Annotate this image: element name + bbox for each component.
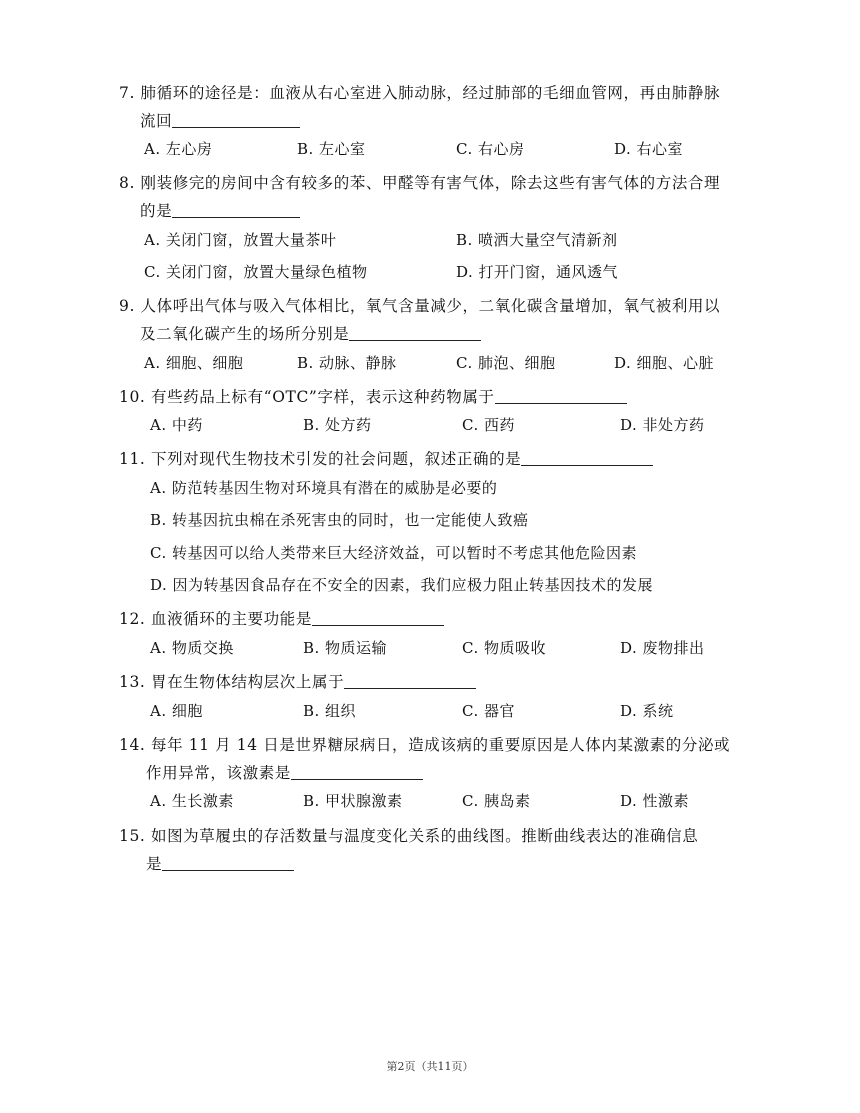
question-11-line1: 11. 下列对现代生物技术引发的社会问题，叙述正确的是 <box>119 448 653 470</box>
q12-option-b: B. 物质运输 <box>303 639 388 657</box>
q11-option-b: B. 转基因抗虫棉在杀死害虫的同时，也一定能使人致癌 <box>150 511 529 529</box>
q7-option-b: B. 左心室 <box>297 140 366 158</box>
q12-option-a: A. 物质交换 <box>150 639 234 657</box>
q13-option-a: A. 细胞 <box>150 702 203 720</box>
q9-option-d: D. 细胞、心脏 <box>614 354 715 372</box>
question-9-line2: 及二氧化碳产生的场所分别是 <box>140 323 481 345</box>
page-footer: 第2页（共11页） <box>386 1060 474 1073</box>
q8-option-d: D. 打开门窗，通风透气 <box>456 263 619 281</box>
q7-option-c: C. 右心房 <box>456 140 525 158</box>
answer-blank <box>521 449 653 466</box>
question-7-line1: 7. 肺循环的途径是：血液从右心室进入肺动脉，经过肺部的毛细血管网，再由肺静脉 <box>119 84 721 102</box>
answer-blank <box>172 201 300 218</box>
q9-option-b: B. 动脉、静脉 <box>297 354 397 372</box>
answer-blank <box>495 387 627 404</box>
q11-option-d: D. 因为转基因食品存在不安全的因素，我们应极力阻止转基因技术的发展 <box>150 576 654 594</box>
question-12-line1: 12. 血液循环的主要功能是 <box>119 608 444 630</box>
answer-blank <box>349 324 481 341</box>
question-14-line2: 作用异常，该激素是 <box>146 762 423 784</box>
q10-option-c: C. 西药 <box>462 416 515 434</box>
q8-option-a: A. 关闭门窗，放置大量茶叶 <box>144 231 337 249</box>
answer-blank <box>291 763 423 780</box>
answer-blank <box>172 111 300 128</box>
question-9-line1: 9. 人体呼出气体与吸入气体相比，氧气含量减少，二氧化碳含量增加，氧气被利用以 <box>119 297 721 315</box>
q14-option-b: B. 甲状腺激素 <box>303 792 403 810</box>
q11-option-c: C. 转基因可以给人类带来巨大经济效益，可以暂时不考虑其他危险因素 <box>150 544 637 562</box>
q7-option-a: A. 左心房 <box>144 140 213 158</box>
question-13-line1: 13. 胃在生物体结构层次上属于 <box>119 671 476 693</box>
q9-option-a: A. 细胞、细胞 <box>144 354 244 372</box>
q10-option-b: B. 处方药 <box>303 416 372 434</box>
q13-option-c: C. 器官 <box>462 702 515 720</box>
question-8-line2: 的是 <box>140 200 300 222</box>
answer-blank <box>312 609 444 626</box>
q12-option-c: C. 物质吸收 <box>462 639 546 657</box>
q14-option-c: C. 胰岛素 <box>462 792 531 810</box>
question-7-line2: 流回 <box>140 110 300 132</box>
answer-blank <box>162 854 294 871</box>
q10-option-a: A. 中药 <box>150 416 203 434</box>
q14-option-a: A. 生长激素 <box>150 792 234 810</box>
q13-option-b: B. 组织 <box>303 702 357 720</box>
q14-option-d: D. 性激素 <box>620 792 690 810</box>
q11-option-a: A. 防范转基因生物对环境具有潜在的威胁是必要的 <box>150 479 498 497</box>
question-8-line1: 8. 刚装修完的房间中含有较多的苯、甲醛等有害气体，除去这些有害气体的方法合理 <box>119 174 721 192</box>
q8-option-b: B. 喷洒大量空气清新剂 <box>456 231 618 249</box>
answer-blank <box>344 672 476 689</box>
question-15-line1: 15. 如图为草履虫的存活数量与温度变化关系的曲线图。推断曲线表达的准确信息 <box>119 827 699 845</box>
question-15-line2: 是 <box>146 853 294 875</box>
q7-option-d: D. 右心室 <box>614 140 684 158</box>
question-10-line1: 10. 有些药品上标有“OTC”字样，表示这种药物属于 <box>119 386 627 408</box>
q13-option-d: D. 系统 <box>620 702 674 720</box>
q12-option-d: D. 废物排出 <box>620 639 705 657</box>
q10-option-d: D. 非处方药 <box>620 416 705 434</box>
q9-option-c: C. 肺泡、细胞 <box>456 354 556 372</box>
question-14-line1: 14. 每年 11 月 14 日是世界糖尿病日，造成该病的重要原因是人体内某激素的分泌或 <box>119 736 731 754</box>
q8-option-c: C. 关闭门窗，放置大量绿色植物 <box>144 263 368 281</box>
